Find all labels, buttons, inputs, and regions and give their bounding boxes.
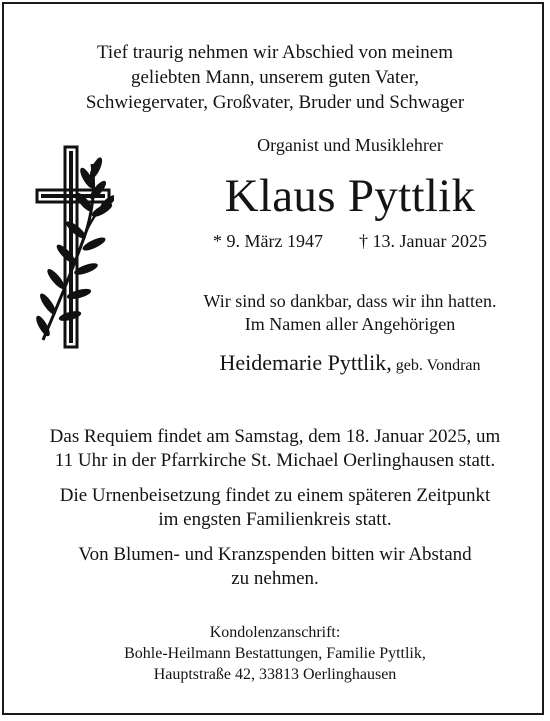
- signatory-name: Heidemarie Pyttlik,: [219, 350, 392, 375]
- condolence-line: Hauptstraße 42, 33813 Oerlinghausen: [153, 666, 397, 683]
- flowers-line: Von Blumen- und Kranzspenden bitten wir Abstand: [78, 544, 472, 565]
- burial-line: im engsten Familienkreis statt.: [158, 509, 392, 530]
- condolence-address: [0, 622, 550, 685]
- signature: [150, 350, 550, 379]
- requiem-line: 11 Uhr in der Pfarrkirche St. Michael Oerlinghausen statt.: [54, 450, 496, 471]
- intro-line: geliebten Mann, unserem guten Vater,: [130, 67, 420, 88]
- thanks-line: Wir sind so dankbar, dass wir ihn hatten.: [203, 291, 497, 311]
- burial-paragraph: [0, 484, 550, 532]
- profession: Organist und Musiklehrer: [257, 135, 443, 155]
- maiden-name: geb. Vondran: [395, 357, 481, 374]
- flowers-paragraph: [0, 543, 550, 591]
- requiem-info: [0, 425, 550, 602]
- death-date: † 13. Januar 2025: [359, 231, 487, 251]
- requiem-paragraph: [0, 425, 550, 473]
- intro-line: Schwiegervater, Großvater, Bruder und Schwager: [85, 92, 465, 113]
- birth-date: * 9. März 1947: [213, 231, 323, 251]
- condolence-line: Bohle-Heilmann Bestattungen, Familie Pyttlik,: [124, 645, 426, 662]
- intro-line: Tief traurig nehmen wir Abschied von meinem: [96, 42, 453, 63]
- requiem-line: Das Requiem findet am Samstag, dem 18. Januar 2025, um: [49, 426, 501, 447]
- cross-with-palm-branch-icon: [34, 144, 114, 354]
- burial-line: Die Urnenbeisetzung findet zu einem späteren Zeitpunkt: [59, 485, 491, 506]
- deceased-name: Klaus Pyttlik: [224, 170, 476, 222]
- condolence-label: Kondolenzanschrift:: [209, 624, 341, 641]
- thanks-text: [150, 290, 550, 336]
- thanks-line: Im Namen aller Angehörigen: [244, 314, 456, 334]
- flowers-line: zu nehmen.: [231, 568, 319, 589]
- life-dates: [150, 230, 550, 252]
- intro-text: [0, 40, 550, 115]
